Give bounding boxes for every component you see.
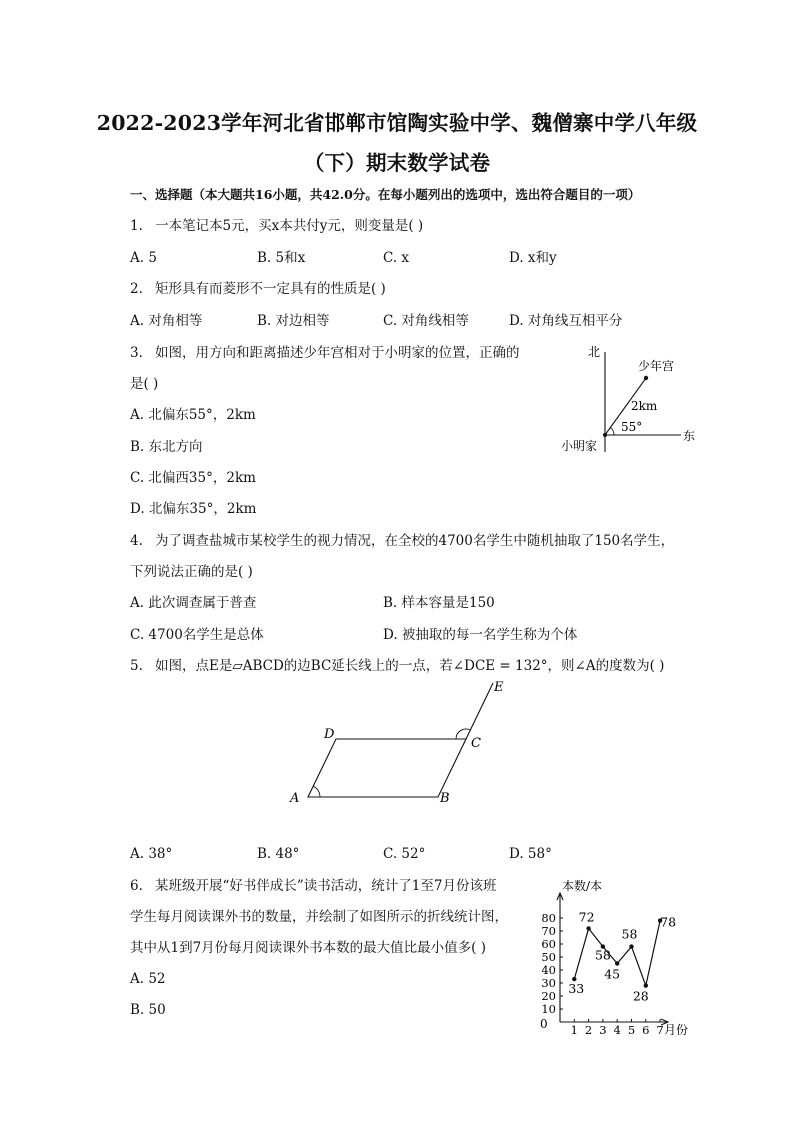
vertex-d-label: D xyxy=(324,727,335,742)
q3-option-c: C. 北偏西35°，2km xyxy=(130,470,256,486)
q5-option-b: B. 48° xyxy=(257,846,300,862)
y-tick-label: 70 xyxy=(541,924,556,938)
q4-stem-line2: 下列说法正确的是( ) xyxy=(130,564,253,580)
q5-parallelogram-figure xyxy=(280,675,520,815)
x-tick-label: 7 xyxy=(656,1023,664,1037)
q1-number: 1. xyxy=(130,218,143,234)
vertex-b-label: B xyxy=(440,791,450,806)
q2-number: 2. xyxy=(130,281,143,297)
parallelogram-abcd xyxy=(308,739,466,797)
q1-stem: 一本笔记本5元，买x本共付y元，则变量是( ) xyxy=(155,218,424,234)
q6-stem-line1: 某班级开展“好书伴成长”读书活动，统计了1至7月份该班 xyxy=(155,878,497,894)
section-heading: 一、选择题（本大题共16小题，共42.0分。在每小题列出的选项中，选出符合题目的一项） xyxy=(130,187,641,202)
q3-option-d: D. 北偏东35°，2km xyxy=(130,501,257,517)
home-point xyxy=(603,433,607,437)
x-tick-label: 3 xyxy=(599,1023,607,1037)
y-tick-label: 60 xyxy=(541,937,556,951)
x-tick-label: 2 xyxy=(584,1023,593,1037)
q1-option-b: B. 5和x xyxy=(257,250,306,266)
q3-stem-line2: 是( ) xyxy=(130,376,159,392)
page-title-line2: （下）期末数学试卷 xyxy=(303,151,491,175)
q5-option-c: C. 52° xyxy=(383,846,426,862)
q4-option-d: D. 被抽取的每一名学生称为个体 xyxy=(383,627,578,643)
x-tick-label: 1 xyxy=(570,1023,578,1037)
q1-option-c: C. x xyxy=(383,250,410,266)
q3-option-b: B. 东北方向 xyxy=(130,439,203,455)
q6-stem-line3: 其中从1到7月份每月阅读课外书本数的最大值比最小值多( ) xyxy=(130,940,487,956)
q5-option-a: A. 38° xyxy=(130,846,173,862)
y-tick-label: 10 xyxy=(541,1002,556,1016)
q4-option-b: B. 样本容量是150 xyxy=(383,595,495,611)
q4-option-a: A. 此次调查属于普查 xyxy=(130,595,257,611)
page-title-line1: 2022-2023学年河北省邯郸市馆陶实验中学、魏僧寨中学八年级 xyxy=(96,111,698,135)
chart-xlabel: 月份 xyxy=(664,1023,689,1037)
q3-number: 3. xyxy=(130,345,143,361)
angle-arc xyxy=(611,428,615,435)
q5-stem: 如图，点E是▱ABCD的边BC延长线上的一点，若∠DCE = 132°，则∠A的度数为( ) xyxy=(155,658,665,674)
distance-label: 2km xyxy=(631,399,658,413)
angle-a-arc xyxy=(313,786,320,797)
q2-option-d: D. 对角线互相平分 xyxy=(509,313,623,329)
q2-stem: 矩形具有而菱形不一定具有的性质是( ) xyxy=(155,281,386,297)
chart-ylabel: 本数/本 xyxy=(562,879,603,893)
y-tick-label: 50 xyxy=(541,950,556,964)
vertex-c-label: C xyxy=(471,736,481,751)
data-label: 78 xyxy=(660,914,677,930)
bc-extension-line xyxy=(466,683,493,739)
q3-direction-figure xyxy=(555,340,705,465)
palace-label: 少年宫 xyxy=(638,359,675,373)
x-tick-label: 4 xyxy=(613,1023,621,1037)
q2-option-b: B. 对边相等 xyxy=(257,313,330,329)
vertex-a-label: A xyxy=(290,791,300,806)
q6-number: 6. xyxy=(130,878,143,894)
home-label: 小明家 xyxy=(561,439,598,453)
y-tick-label: 80 xyxy=(541,911,556,925)
point-e-label: E xyxy=(494,680,504,695)
north-label: 北 xyxy=(587,345,600,359)
angle-label: 55° xyxy=(621,420,643,434)
x-tick-label: 6 xyxy=(642,1023,650,1037)
y-tick-label: 40 xyxy=(541,963,556,977)
data-point xyxy=(586,926,590,930)
q2-option-a: A. 对角相等 xyxy=(130,313,203,329)
q3-option-a: A. 北偏东55°，2km xyxy=(130,407,256,423)
q6-option-a: A. 52 xyxy=(130,971,166,987)
q3-stem-line1: 如图，用方向和距离描述少年宫相对于小明家的位置，正确的 xyxy=(155,345,520,361)
data-label: 58 xyxy=(594,947,611,963)
q6-stem-line2: 学生每月阅读课外书的数量，并绘制了如图所示的折线统计图， xyxy=(130,909,508,925)
data-label: 72 xyxy=(578,909,595,925)
data-point xyxy=(644,983,648,987)
data-point xyxy=(629,944,633,948)
data-label: 28 xyxy=(632,988,649,1004)
data-point xyxy=(615,961,619,965)
y-tick-label: 30 xyxy=(541,976,556,990)
q1-option-a: A. 5 xyxy=(130,250,157,266)
chart-data-labels xyxy=(568,909,676,1003)
q5-option-d: D. 58° xyxy=(509,846,552,862)
q4-stem-line1: 为了调查盐城市某校学生的视力情况，在全校的4700名学生中随机抽取了150名学生， xyxy=(155,533,675,549)
q4-number: 4. xyxy=(130,533,143,549)
q6-option-b: B. 50 xyxy=(130,1002,166,1018)
y-tick-label: 20 xyxy=(541,989,556,1003)
data-label: 58 xyxy=(621,926,638,942)
x-tick-label: 5 xyxy=(627,1023,636,1037)
q2-option-c: C. 对角线相等 xyxy=(383,313,469,329)
data-label: 33 xyxy=(568,981,585,997)
q5-number: 5. xyxy=(130,658,143,674)
palace-point xyxy=(644,376,648,380)
q4-option-c: C. 4700名学生是总体 xyxy=(130,627,264,643)
q1-option-d: D. x和y xyxy=(509,250,557,266)
q6-line-chart xyxy=(530,872,700,1042)
chart-origin-label: 0 xyxy=(540,1017,548,1031)
data-label: 45 xyxy=(604,966,621,982)
east-label: 东 xyxy=(683,429,696,443)
